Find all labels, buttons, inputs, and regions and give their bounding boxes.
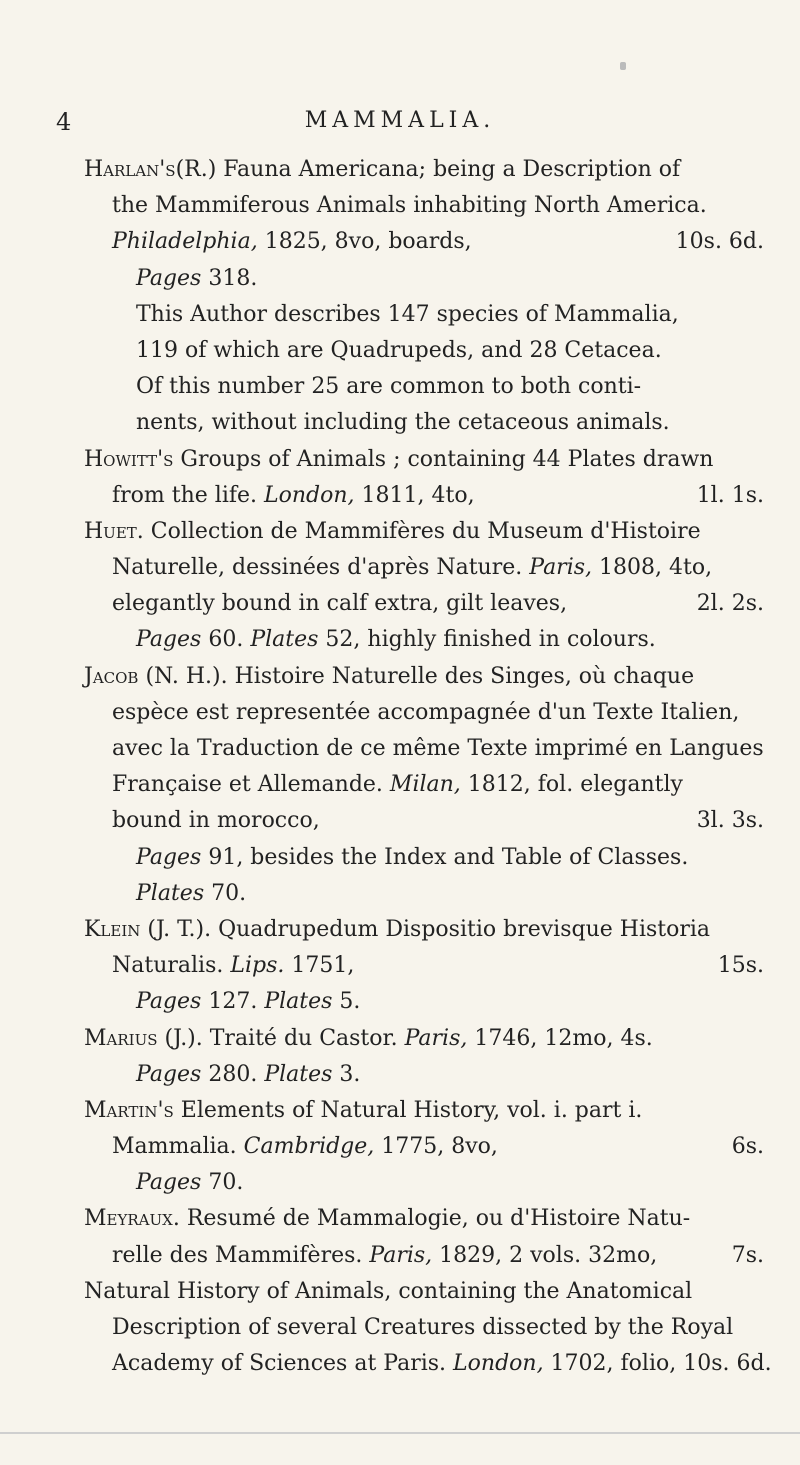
entry-harlan-pages: Pages 318. [136, 265, 258, 291]
entry-marius-line-1: Marius (J.). Traité du Castor. Paris, 1746, 12mo, 4s. [84, 1025, 653, 1051]
ink-speck [620, 62, 626, 70]
author-name: Martin's [84, 1097, 174, 1123]
entry-martin-line-2: Mammalia. Cambridge, 1775, 8vo, 6s. [84, 1129, 764, 1165]
entry-martin-pages: Pages 70. [136, 1170, 244, 1196]
author-name: Marius [84, 1025, 158, 1051]
entry-klein-pages: Pages 127. Plates 5. [136, 989, 361, 1015]
price: 15s. [717, 953, 764, 979]
entry-huet-line-2: Naturelle, dessinées d'après Nature. Paris, 1808, 4to, [112, 555, 713, 581]
entry-jacob-line-1: Jacob (N. H.). Histoire Naturelle des Singes, où chaque [84, 663, 695, 689]
entry-jacob-pages: Pages 91, besides the Index and Table of Classes. [136, 844, 689, 870]
author-name: Huet. [84, 518, 144, 544]
entry-harlan-line-2: the Mammiferous Animals inhabiting North America. [112, 193, 707, 219]
entry-huet-pages: Pages 60. Plates 52, highly finished in colours. [136, 627, 656, 653]
price: 10s. 6d. [675, 229, 764, 255]
page-header [0, 108, 800, 142]
entry-jacob-line-5: bound in morocco, 3l. 3s. [84, 803, 764, 839]
entry-jacob-plates: Plates 70. [136, 880, 247, 906]
price: 6s. [731, 1134, 764, 1160]
entry-harlan-line-3: Philadelphia, 1825, 8vo, boards, 10s. 6d. [84, 224, 764, 260]
entry-natural-history-line-1: Natural History of Animals, containing the Anatomical [84, 1278, 693, 1304]
entry-jacob-line-2: espèce est representée accompagnée d'un Texte Italien, [112, 699, 740, 725]
price: 2l. 2s. [696, 591, 764, 617]
author-name: Jacob [84, 663, 139, 689]
author-name: Klein [84, 916, 141, 942]
entry-huet-line-3: elegantly bound in calf extra, gilt leaves, 2l. 2s. [84, 586, 764, 622]
entry-natural-history-line-2: Description of several Creatures dissected by the Royal [112, 1315, 734, 1340]
entry-marius-pages: Pages 280. Plates 3. [136, 1061, 361, 1087]
page-number: 4 [56, 108, 72, 136]
entry-jacob-line-3: avec la Traduction de ce même Texte imprimé en Langues [112, 736, 764, 761]
entry-natural-history-line-3: Academy of Sciences at Paris. London, 1702, folio, 10s. 6d. [112, 1351, 772, 1377]
author-name: Harlan's [84, 157, 176, 182]
price: 3l. 3s. [696, 808, 764, 834]
entry-harlan-note-1: This Author describes 147 species of Mammalia, [136, 301, 679, 327]
entry-klein-line-2: Naturalis. Lips. 1751, 15s. [84, 948, 764, 984]
entry-martin-line-1: Martin's Elements of Natural History, vol. i. part i. [84, 1097, 643, 1123]
running-title: MAMMALIA. [304, 108, 496, 133]
entry-howitt-line-2: from the life. London, 1811, 4to, 1l. 1s. [84, 478, 764, 514]
entry-harlan-line-1: Harlan's(R.) Fauna Americana; being a Description of [84, 157, 681, 182]
entry-jacob-line-4: Française et Allemande. Milan, 1812, fol. elegantly [112, 772, 683, 798]
page-bottom-rule [0, 1432, 800, 1434]
entry-harlan-note-4: nents, without including the cetaceous animals. [136, 410, 670, 436]
entry-huet-line-1: Huet. Collection de Mammifères du Museum d'Histoire [84, 518, 701, 544]
entry-howitt-line-1: Howitt's Groups of Animals ; containing 44 Plates drawn [84, 446, 714, 472]
entry-harlan-note-2: 119 of which are Quadrupeds, and 28 Cetacea. [136, 337, 662, 363]
entry-meyraux-line-1: Meyraux. Resumé de Mammalogie, ou d'Histoire Natu- [84, 1206, 691, 1232]
author-name: Howitt's [84, 446, 174, 472]
entry-harlan-note-3: Of this number 25 are common to both conti- [136, 374, 642, 400]
entry-meyraux-line-2: relle des Mammifères. Paris, 1829, 2 vols. 32mo, 7s. [84, 1238, 764, 1274]
catalogue-body [84, 152, 772, 1382]
author-name: Meyraux. [84, 1206, 180, 1232]
price: 1l. 1s. [696, 482, 764, 508]
entry-klein-line-1: Klein (J. T.). Quadrupedum Dispositio brevisque Historia [84, 916, 711, 942]
price: 7s. [731, 1242, 764, 1268]
